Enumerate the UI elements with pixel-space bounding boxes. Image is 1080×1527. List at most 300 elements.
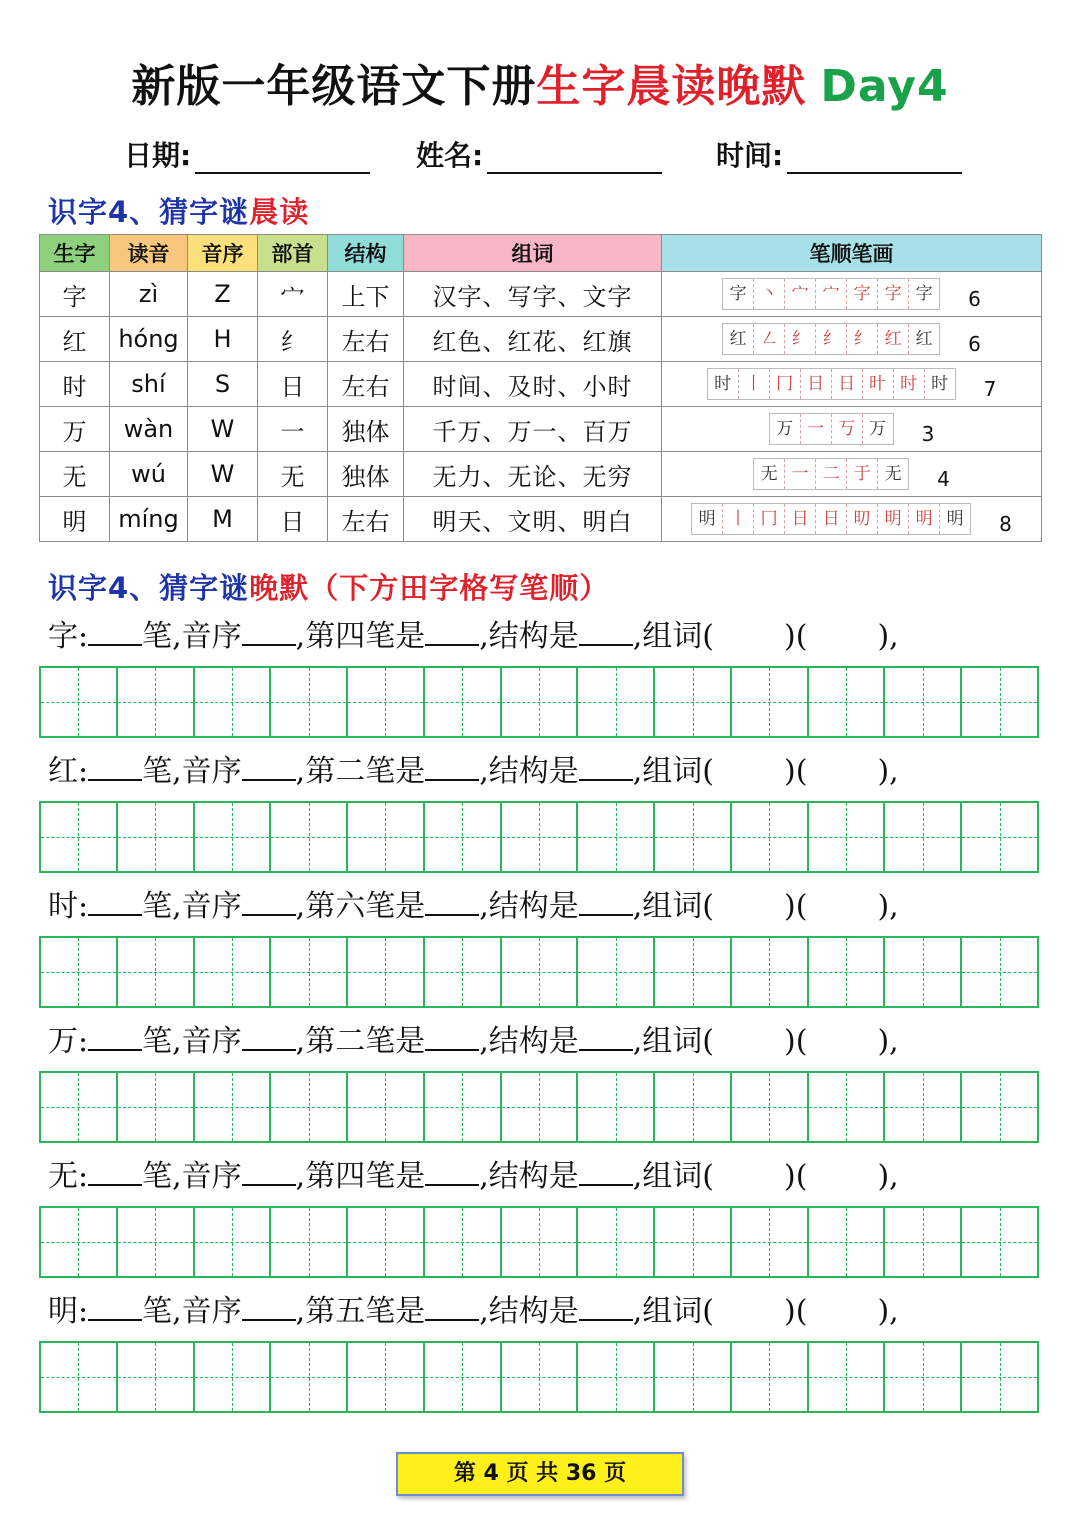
header-words: 组词 — [404, 235, 662, 272]
paren-mid: )( — [784, 889, 808, 924]
question-line — [48, 1019, 1058, 1063]
stroke-sequence — [707, 368, 956, 400]
stroke-box: 丨 — [723, 504, 754, 534]
tianzige-cell[interactable] — [885, 938, 962, 1006]
date-line[interactable] — [195, 142, 370, 174]
stroke-box: 时 — [708, 369, 739, 399]
stroke-count: 7 — [983, 377, 997, 401]
section-morning-title — [48, 190, 309, 231]
tianzige-cell[interactable] — [118, 938, 195, 1006]
character-table — [39, 234, 1042, 542]
stroke-box: 日 — [785, 504, 816, 534]
table-cell-order: W — [188, 407, 258, 452]
order-blank[interactable] — [242, 1154, 296, 1186]
table-cell-char: 无 — [40, 452, 110, 497]
tianzige-cell[interactable] — [655, 1073, 732, 1141]
table-cell-radical: 日 — [258, 497, 328, 542]
stroke-box: 一 — [785, 459, 816, 489]
words-label: 组词( — [642, 754, 715, 789]
stroke-box: 日 — [801, 369, 832, 399]
tianzige-cell[interactable] — [809, 668, 886, 736]
table-cell-pinyin: zì — [110, 272, 188, 317]
question-char: 万 — [48, 1024, 78, 1059]
stroke-box: 红 — [878, 324, 909, 354]
table-cell-strokes — [662, 317, 1042, 362]
time-line[interactable] — [787, 142, 962, 174]
tianzige-cell[interactable] — [732, 1208, 809, 1276]
tianzige-cell[interactable] — [118, 803, 195, 871]
tianzige-cell[interactable] — [732, 938, 809, 1006]
paren-mid: )( — [784, 1294, 808, 1329]
nth-stroke-blank[interactable] — [425, 749, 479, 781]
bi-label: 笔 — [142, 1024, 173, 1059]
table-row — [40, 407, 1042, 452]
yinxu-label: 音序 — [181, 1294, 242, 1329]
tianzige-cell[interactable] — [578, 1343, 655, 1411]
table-cell-words: 汉字、写字、文字 — [404, 272, 662, 317]
tianzige-cell[interactable] — [502, 668, 579, 736]
stroke-count: 8 — [999, 512, 1012, 536]
tianzige-cell[interactable] — [502, 803, 579, 871]
tianzige-cell[interactable] — [425, 1343, 502, 1411]
table-cell-char: 明 — [40, 497, 110, 542]
yinxu-label: 音序 — [181, 889, 242, 924]
stroke-box: 字 — [723, 279, 754, 309]
table-cell-strokes — [662, 407, 1042, 452]
comma-label: , — [632, 1159, 643, 1194]
comma-label: , — [172, 1294, 182, 1329]
tianzige-grid[interactable] — [39, 801, 1039, 873]
date-label: 日期: — [124, 139, 192, 172]
stroke-count: 6 — [968, 287, 981, 311]
table-row — [40, 362, 1042, 407]
tianzige-cell[interactable] — [655, 803, 732, 871]
table-cell-words: 时间、及时、小时 — [404, 362, 662, 407]
stroke-box: 明 — [878, 504, 909, 534]
comma-label: , — [632, 619, 643, 654]
tianzige-cell[interactable] — [885, 1073, 962, 1141]
comma-label: , — [172, 889, 182, 924]
stroke-box: 纟 — [816, 324, 847, 354]
stroke-count-blank[interactable] — [88, 1289, 142, 1321]
tianzige-cell[interactable] — [962, 1073, 1037, 1141]
table-cell-strokes — [662, 452, 1042, 497]
table-cell-radical: 无 — [258, 452, 328, 497]
comma-label: , — [295, 754, 306, 789]
stroke-box: 万 — [770, 414, 801, 444]
question-char: 时 — [48, 889, 78, 924]
question-line — [48, 749, 1058, 793]
colon-label: : — [78, 754, 89, 789]
table-cell-char: 万 — [40, 407, 110, 452]
tianzige-cell[interactable] — [732, 803, 809, 871]
comma-label: , — [479, 1159, 489, 1194]
tianzige-cell[interactable] — [195, 1343, 272, 1411]
table-cell-structure: 独体 — [328, 407, 404, 452]
table-cell-strokes — [662, 362, 1042, 407]
stroke-box: 时 — [931, 374, 949, 394]
comma-label: , — [479, 1024, 489, 1059]
question-char: 红 — [48, 754, 78, 789]
stroke-box: 纟 — [847, 324, 878, 354]
tianzige-cell[interactable] — [195, 668, 272, 736]
tianzige-cell[interactable] — [578, 803, 655, 871]
yinxu-label: 音序 — [181, 619, 242, 654]
tianzige-cell[interactable] — [41, 803, 118, 871]
stroke-box: 旫 — [847, 504, 878, 534]
tianzige-cell[interactable] — [962, 668, 1037, 736]
paren-end: ), — [877, 1159, 899, 1194]
bi-label: 笔 — [142, 1159, 173, 1194]
table-cell-char: 字 — [40, 272, 110, 317]
tianzige-cell[interactable] — [732, 668, 809, 736]
stroke-box: 字 — [915, 284, 933, 304]
tianzige-cell[interactable] — [118, 668, 195, 736]
paren-end: ), — [877, 754, 899, 789]
tianzige-cell[interactable] — [502, 938, 579, 1006]
stroke-count-blank[interactable] — [88, 1154, 142, 1186]
table-cell-radical: 纟 — [258, 317, 328, 362]
tianzige-cell[interactable] — [271, 1073, 348, 1141]
comma-label: , — [172, 619, 182, 654]
tianzige-cell[interactable] — [118, 1073, 195, 1141]
table-cell-order: Z — [188, 272, 258, 317]
structure-blank[interactable] — [579, 1019, 633, 1051]
table-cell-words: 无力、无论、无穷 — [404, 452, 662, 497]
tianzige-cell[interactable] — [41, 668, 118, 736]
tianzige-cell[interactable] — [271, 668, 348, 736]
table-row — [40, 272, 1042, 317]
tianzige-cell[interactable] — [348, 1208, 425, 1276]
question-char: 无 — [48, 1159, 78, 1194]
order-blank[interactable] — [242, 1289, 296, 1321]
table-cell-structure: 左右 — [328, 317, 404, 362]
stroke-box: 丨 — [739, 369, 770, 399]
nth-stroke-label: 第二笔是 — [305, 754, 426, 789]
question-line — [48, 614, 1058, 658]
paren-mid: )( — [784, 1024, 808, 1059]
tianzige-grid[interactable] — [39, 1071, 1039, 1143]
nth-stroke-label: 第二笔是 — [305, 1024, 426, 1059]
header-char: 生字 — [40, 235, 110, 272]
stroke-box: 红 — [723, 324, 754, 354]
stroke-count: 6 — [968, 332, 981, 356]
stroke-count-blank[interactable] — [88, 614, 142, 646]
tianzige-cell[interactable] — [41, 1343, 118, 1411]
paren-end: ), — [877, 1024, 899, 1059]
nth-stroke-label: 第四笔是 — [305, 1159, 426, 1194]
table-cell-order: M — [188, 497, 258, 542]
comma-label: , — [295, 619, 306, 654]
stroke-sequence — [753, 458, 909, 490]
name-label: 姓名: — [416, 139, 484, 172]
comma-label: , — [479, 754, 489, 789]
tianzige-cell[interactable] — [809, 938, 886, 1006]
time-field[interactable] — [716, 134, 962, 174]
tianzige-cell[interactable] — [732, 1073, 809, 1141]
table-cell-char: 时 — [40, 362, 110, 407]
nth-stroke-blank[interactable] — [425, 884, 479, 916]
tianzige-cell[interactable] — [195, 803, 272, 871]
tianzige-cell[interactable] — [655, 938, 732, 1006]
tianzige-cell[interactable] — [885, 1343, 962, 1411]
tianzige-grid[interactable] — [39, 936, 1039, 1008]
tianzige-cell[interactable] — [578, 1073, 655, 1141]
tianzige-cell[interactable] — [195, 1208, 272, 1276]
table-cell-pinyin: wú — [110, 452, 188, 497]
tianzige-cell[interactable] — [962, 938, 1037, 1006]
table-cell-char: 红 — [40, 317, 110, 362]
tianzige-cell[interactable] — [425, 803, 502, 871]
tianzige-cell[interactable] — [502, 1343, 579, 1411]
structure-label: 结构是 — [488, 1294, 579, 1329]
tianzige-cell[interactable] — [118, 1208, 195, 1276]
tianzige-cell[interactable] — [271, 1343, 348, 1411]
yinxu-label: 音序 — [181, 1024, 242, 1059]
structure-label: 结构是 — [488, 1024, 579, 1059]
tianzige-cell[interactable] — [41, 1073, 118, 1141]
structure-blank[interactable] — [579, 614, 633, 646]
stroke-sequence — [722, 278, 940, 310]
tianzige-cell[interactable] — [962, 803, 1037, 871]
tianzige-grid[interactable] — [39, 1206, 1039, 1278]
stroke-box: 无 — [754, 459, 785, 489]
comma-label: , — [295, 1024, 306, 1059]
table-cell-order: W — [188, 452, 258, 497]
tianzige-cell[interactable] — [348, 668, 425, 736]
stroke-box: 一 — [801, 414, 832, 444]
order-blank[interactable] — [242, 884, 296, 916]
nth-stroke-blank[interactable] — [425, 1154, 479, 1186]
paren-end: ), — [877, 1294, 899, 1329]
tianzige-cell[interactable] — [195, 1073, 272, 1141]
paren-mid: )( — [784, 1159, 808, 1194]
tianzige-cell[interactable] — [502, 1073, 579, 1141]
tianzige-cell[interactable] — [885, 1208, 962, 1276]
stroke-box: 宀 — [816, 279, 847, 309]
bi-label: 笔 — [142, 754, 173, 789]
page-title — [0, 50, 1080, 114]
tianzige-cell[interactable] — [962, 1343, 1037, 1411]
tianzige-cell[interactable] — [271, 1208, 348, 1276]
colon-label: : — [78, 1159, 89, 1194]
tianzige-cell[interactable] — [271, 803, 348, 871]
tianzige-cell[interactable] — [809, 1343, 886, 1411]
tianzige-cell[interactable] — [885, 668, 962, 736]
stroke-sequence — [722, 323, 940, 355]
comma-label: , — [295, 889, 306, 924]
header-order: 音序 — [188, 235, 258, 272]
table-header-row — [40, 235, 1042, 272]
stroke-box: 二 — [816, 459, 847, 489]
title-part2: 生字晨读晚默 — [536, 61, 807, 112]
tianzige-cell[interactable] — [578, 1208, 655, 1276]
stroke-box: 宀 — [785, 279, 816, 309]
question-char: 明 — [48, 1294, 78, 1329]
time-label: 时间: — [716, 139, 784, 172]
question-line — [48, 1289, 1058, 1333]
tianzige-cell[interactable] — [885, 803, 962, 871]
stroke-box: 红 — [915, 329, 933, 349]
stroke-box: 字 — [878, 279, 909, 309]
stroke-box: 无 — [884, 464, 902, 484]
structure-blank[interactable] — [579, 884, 633, 916]
tianzige-cell[interactable] — [271, 938, 348, 1006]
date-field[interactable] — [124, 134, 370, 174]
structure-blank[interactable] — [579, 749, 633, 781]
stroke-box: 丂 — [832, 414, 863, 444]
tianzige-cell[interactable] — [655, 1343, 732, 1411]
table-cell-radical: 宀 — [258, 272, 328, 317]
stroke-box: 万 — [869, 419, 887, 439]
table-cell-words: 千万、万一、百万 — [404, 407, 662, 452]
tianzige-cell[interactable] — [809, 1073, 886, 1141]
table-cell-order: H — [188, 317, 258, 362]
structure-blank[interactable] — [579, 1154, 633, 1186]
tianzige-cell[interactable] — [425, 1208, 502, 1276]
table-cell-words: 明天、文明、明白 — [404, 497, 662, 542]
tianzige-cell[interactable] — [41, 938, 118, 1006]
tianzige-cell[interactable] — [502, 1208, 579, 1276]
title-day: Day4 — [820, 61, 949, 112]
words-label: 组词( — [642, 1159, 715, 1194]
tianzige-cell[interactable] — [809, 803, 886, 871]
order-blank[interactable] — [242, 1019, 296, 1051]
stroke-box: 旪 — [863, 369, 894, 399]
tianzige-cell[interactable] — [962, 1208, 1037, 1276]
tianzige-cell[interactable] — [348, 803, 425, 871]
comma-label: , — [295, 1294, 306, 1329]
stroke-box: 纟 — [785, 324, 816, 354]
comma-label: , — [632, 1024, 643, 1059]
stroke-count-blank[interactable] — [88, 1019, 142, 1051]
colon-label: : — [78, 1294, 89, 1329]
comma-label: , — [632, 1294, 643, 1329]
table-cell-pinyin: míng — [110, 497, 188, 542]
stroke-box: 日 — [832, 369, 863, 399]
stroke-box: 冂 — [770, 369, 801, 399]
tianzige-cell[interactable] — [425, 938, 502, 1006]
nth-stroke-blank[interactable] — [425, 1289, 479, 1321]
tianzige-cell[interactable] — [578, 938, 655, 1006]
stroke-count: 3 — [921, 422, 935, 446]
words-label: 组词( — [642, 1294, 715, 1329]
paren-end: ), — [877, 619, 899, 654]
name-line[interactable] — [487, 142, 662, 174]
structure-label: 结构是 — [488, 619, 579, 654]
info-row — [0, 134, 1080, 180]
nth-stroke-label: 第六笔是 — [305, 889, 426, 924]
tianzige-cell[interactable] — [41, 1208, 118, 1276]
stroke-count-blank[interactable] — [88, 884, 142, 916]
stroke-box: 于 — [847, 459, 878, 489]
section2-title-red: 晚默（下方田字格写笔顺） — [249, 571, 610, 605]
table-cell-pinyin: wàn — [110, 407, 188, 452]
paren-mid: )( — [784, 619, 808, 654]
structure-label: 结构是 — [488, 889, 579, 924]
comma-label: , — [479, 1294, 489, 1329]
tianzige-cell[interactable] — [425, 668, 502, 736]
table-body — [40, 272, 1042, 542]
nth-stroke-blank[interactable] — [425, 1019, 479, 1051]
name-field[interactable] — [416, 134, 662, 174]
stroke-box: 明 — [692, 504, 723, 534]
comma-label: , — [172, 754, 182, 789]
nth-stroke-blank[interactable] — [425, 614, 479, 646]
tianzige-cell[interactable] — [425, 1073, 502, 1141]
page-indicator: 第 4 页 共 36 页 — [396, 1452, 684, 1496]
section1-title-red: 晨读 — [249, 195, 310, 229]
words-label: 组词( — [642, 1024, 715, 1059]
paren-end: ), — [877, 889, 899, 924]
comma-label: , — [172, 1159, 182, 1194]
bi-label: 笔 — [142, 889, 173, 924]
tianzige-cell[interactable] — [348, 938, 425, 1006]
stroke-box: 明 — [946, 509, 964, 529]
order-blank[interactable] — [242, 749, 296, 781]
question-char: 字 — [48, 619, 78, 654]
stroke-box: 丶 — [754, 279, 785, 309]
table-cell-structure: 上下 — [328, 272, 404, 317]
comma-label: , — [479, 889, 489, 924]
table-row — [40, 452, 1042, 497]
tianzige-cell[interactable] — [809, 1208, 886, 1276]
table-cell-radical: 一 — [258, 407, 328, 452]
comma-label: , — [632, 889, 643, 924]
table-cell-pinyin: hóng — [110, 317, 188, 362]
table-cell-structure: 左右 — [328, 362, 404, 407]
tianzige-cell[interactable] — [732, 1343, 809, 1411]
stroke-box: 明 — [909, 504, 940, 534]
yinxu-label: 音序 — [181, 1159, 242, 1194]
table-row — [40, 497, 1042, 542]
structure-blank[interactable] — [579, 1289, 633, 1321]
tianzige-cell[interactable] — [655, 668, 732, 736]
stroke-box: ㇜ — [754, 324, 785, 354]
stroke-sequence — [691, 503, 971, 535]
tianzige-cell[interactable] — [195, 938, 272, 1006]
tianzige-cell[interactable] — [578, 668, 655, 736]
question-line — [48, 884, 1058, 928]
structure-label: 结构是 — [488, 1159, 579, 1194]
bi-label: 笔 — [142, 1294, 173, 1329]
bi-label: 笔 — [142, 619, 173, 654]
table-cell-order: S — [188, 362, 258, 407]
structure-label: 结构是 — [488, 754, 579, 789]
table-cell-strokes — [662, 272, 1042, 317]
nth-stroke-label: 第五笔是 — [305, 1294, 426, 1329]
tianzige-cell[interactable] — [118, 1343, 195, 1411]
stroke-box: 时 — [894, 369, 925, 399]
section-evening-title — [48, 566, 609, 607]
stroke-count-blank[interactable] — [88, 749, 142, 781]
tianzige-cell[interactable] — [348, 1073, 425, 1141]
tianzige-grid[interactable] — [39, 666, 1039, 738]
words-label: 组词( — [642, 889, 715, 924]
stroke-sequence — [769, 413, 894, 445]
order-blank[interactable] — [242, 614, 296, 646]
header-pinyin: 读音 — [110, 235, 188, 272]
paren-mid: )( — [784, 754, 808, 789]
tianzige-cell[interactable] — [655, 1208, 732, 1276]
tianzige-grid[interactable] — [39, 1341, 1039, 1413]
stroke-box: 日 — [816, 504, 847, 534]
tianzige-cell[interactable] — [348, 1343, 425, 1411]
stroke-box: 冂 — [754, 504, 785, 534]
comma-label: , — [295, 1159, 306, 1194]
comma-label: , — [172, 1024, 182, 1059]
colon-label: : — [78, 1024, 89, 1059]
